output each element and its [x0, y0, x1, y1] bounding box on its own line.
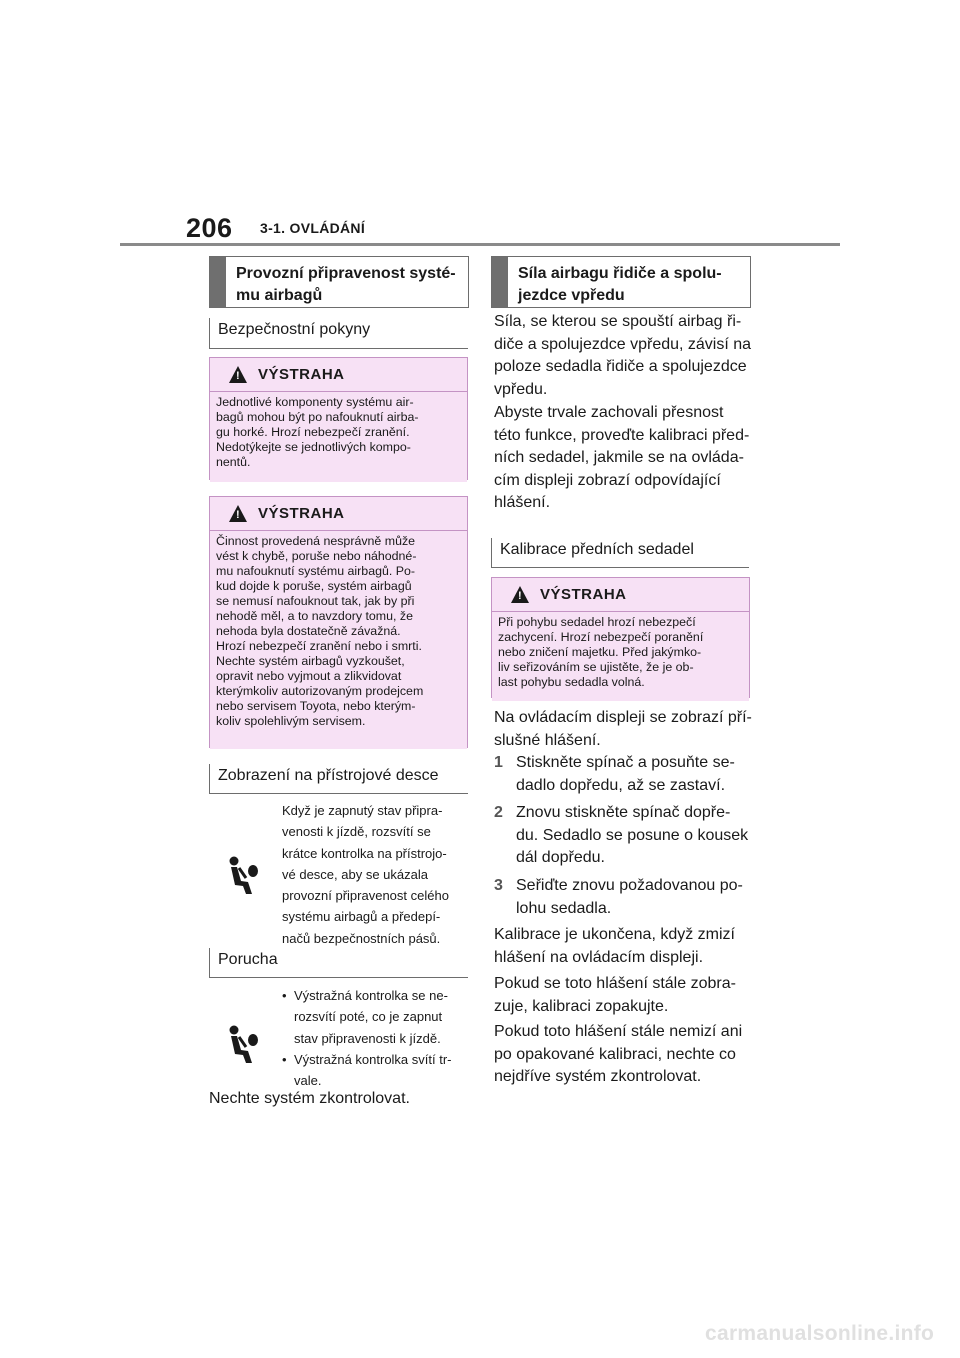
warning-header: [210, 358, 467, 392]
fault-list: [282, 985, 468, 1091]
warning-triangle-icon: !: [229, 366, 247, 383]
step-1: [494, 752, 752, 797]
section-title: 3-1. OVLÁDÁNÍ: [260, 220, 366, 236]
paragraph: Kalibrace je ukončena, když zmizí hlášení na ovládacím displeji.: [494, 926, 735, 966]
subheading-instrument-display: Zobrazení na přístrojové desce: [209, 764, 468, 794]
warning-triangle-icon: !: [229, 505, 247, 522]
step-text: Stiskněte spínač a posuňte se- dadlo dopředu, až se zastaví.: [516, 754, 735, 794]
closing-text: Nechte systém zkontrolovat.: [209, 1090, 410, 1107]
step-3: [494, 875, 752, 920]
subheading-safety: Bezpečnostní pokyny: [209, 318, 468, 349]
warning-box-2: [209, 496, 468, 748]
step-2: [494, 802, 752, 870]
heading-bar: [210, 257, 226, 307]
warning-body: Jednotlivé komponenty systému air- bagů mohou být po nafouknutí airba- gu horké. Hrozí nebezpečí zranění. Nedotýkejte se jednotlivých kompo- nentů.: [210, 392, 467, 482]
section-heading-airbag-readiness: [209, 256, 469, 308]
paragraph: Síla, se kterou se spouští airbag ři- diče a spolujezdce vpředu, závisí na poloze sedadla řidiče a spolujezdce vpředu.: [494, 313, 752, 398]
step-number: 1: [494, 754, 503, 771]
page-number: 206: [186, 213, 233, 243]
warning-title: VÝSTRAHA: [258, 505, 345, 522]
paragraph: Pokud se toto hlášení stále zobra- zuje, kalibraci zopakujte.: [494, 975, 736, 1015]
warning-triangle-icon: !: [511, 586, 529, 603]
paragraph: Pokud toto hlášení stále nemizí ani po opakované kalibraci, nechte co nejdříve systém zkontrolovat.: [494, 1023, 743, 1085]
warning-body: Činnost provedená nesprávně může vést k chybě, poruše nebo náhodné- mu nafouknutí systému airbagů. Po- kud dojde k poruše, systém airbagů se nemusí nafouknout tak, jak by při nehodě měl, a to navzdory tomu, že nehoda byla dostatečně závažná. Hrozí nebezpečí zranění nebo i smrti. Nechte systém airbagů vyzkoušet, opravit nebo vyjmout a zlikvidovat kterýmkoliv autorizovaným prodejcem nebo servisem Toyota, nebo kterým- koliv spolehlivým servisem.: [210, 531, 467, 749]
warning-title: VÝSTRAHA: [540, 586, 627, 603]
paragraph: Na ovládacím displeji se zobrazí pří- slušné hlášení.: [494, 709, 752, 749]
heading-text: Provozní připravenost systé- mu airbagů: [236, 265, 456, 304]
section-heading-airbag-force: [491, 256, 751, 308]
warning-box-3: [491, 577, 750, 698]
instrument-display-text: Když je zapnutý stav připra- venosti k jízdě, rozsvítí se krátce kontrolka na přístrojo- vé desce, aby se ukázala provozní připravenost celého systému airbagů a předepí- načů bezpečnostních pásů.: [282, 803, 449, 946]
step-text: Znovu stiskněte spínač dopře- du. Sedadlo se posune o kousek dál dopředu.: [516, 804, 749, 866]
warning-header: [210, 497, 467, 531]
warning-body: Při pohybu sedadel hrozí nebezpečí zachycení. Hrozí nebezpečí poranění nebo zničení majetku. Před jakýmko- liv seřizováním se ujistěte, že je ob- last pohybu sedadla volná.: [492, 612, 749, 701]
step-text: Seřiďte znovu požadovanou po- lohu sedadla.: [516, 877, 743, 917]
subheading-fault: Porucha: [209, 948, 468, 978]
subheading-calibration: Kalibrace předních sedadel: [491, 538, 749, 568]
paragraph: Abyste trvale zachovali přesnost této funkce, proveďte kalibraci před- ních sedadel, jakmile se na ovláda- cím displeji zobrazí odpovídající hlášení.: [494, 404, 750, 511]
heading-bar: [492, 257, 508, 307]
fault-bullet: • Výstražná kontrolka svítí tr- vale.: [282, 1049, 468, 1092]
airbag-warning-icon: [226, 856, 262, 901]
fault-bullet: • Výstražná kontrolka se ne- rozsvítí poté, co je zapnut stav připravenosti k jízdě.: [282, 985, 468, 1049]
warning-title: VÝSTRAHA: [258, 366, 345, 383]
airbag-warning-icon: [226, 1025, 262, 1070]
warning-box-1: [209, 357, 468, 480]
heading-text: Síla airbagu řidiče a spolu- jezdce vpředu: [518, 265, 722, 304]
warning-header: [492, 578, 749, 612]
step-number: 3: [494, 877, 503, 894]
watermark: carmanualsonline.info: [705, 1322, 935, 1345]
header-divider: [120, 243, 840, 246]
step-number: 2: [494, 804, 503, 821]
